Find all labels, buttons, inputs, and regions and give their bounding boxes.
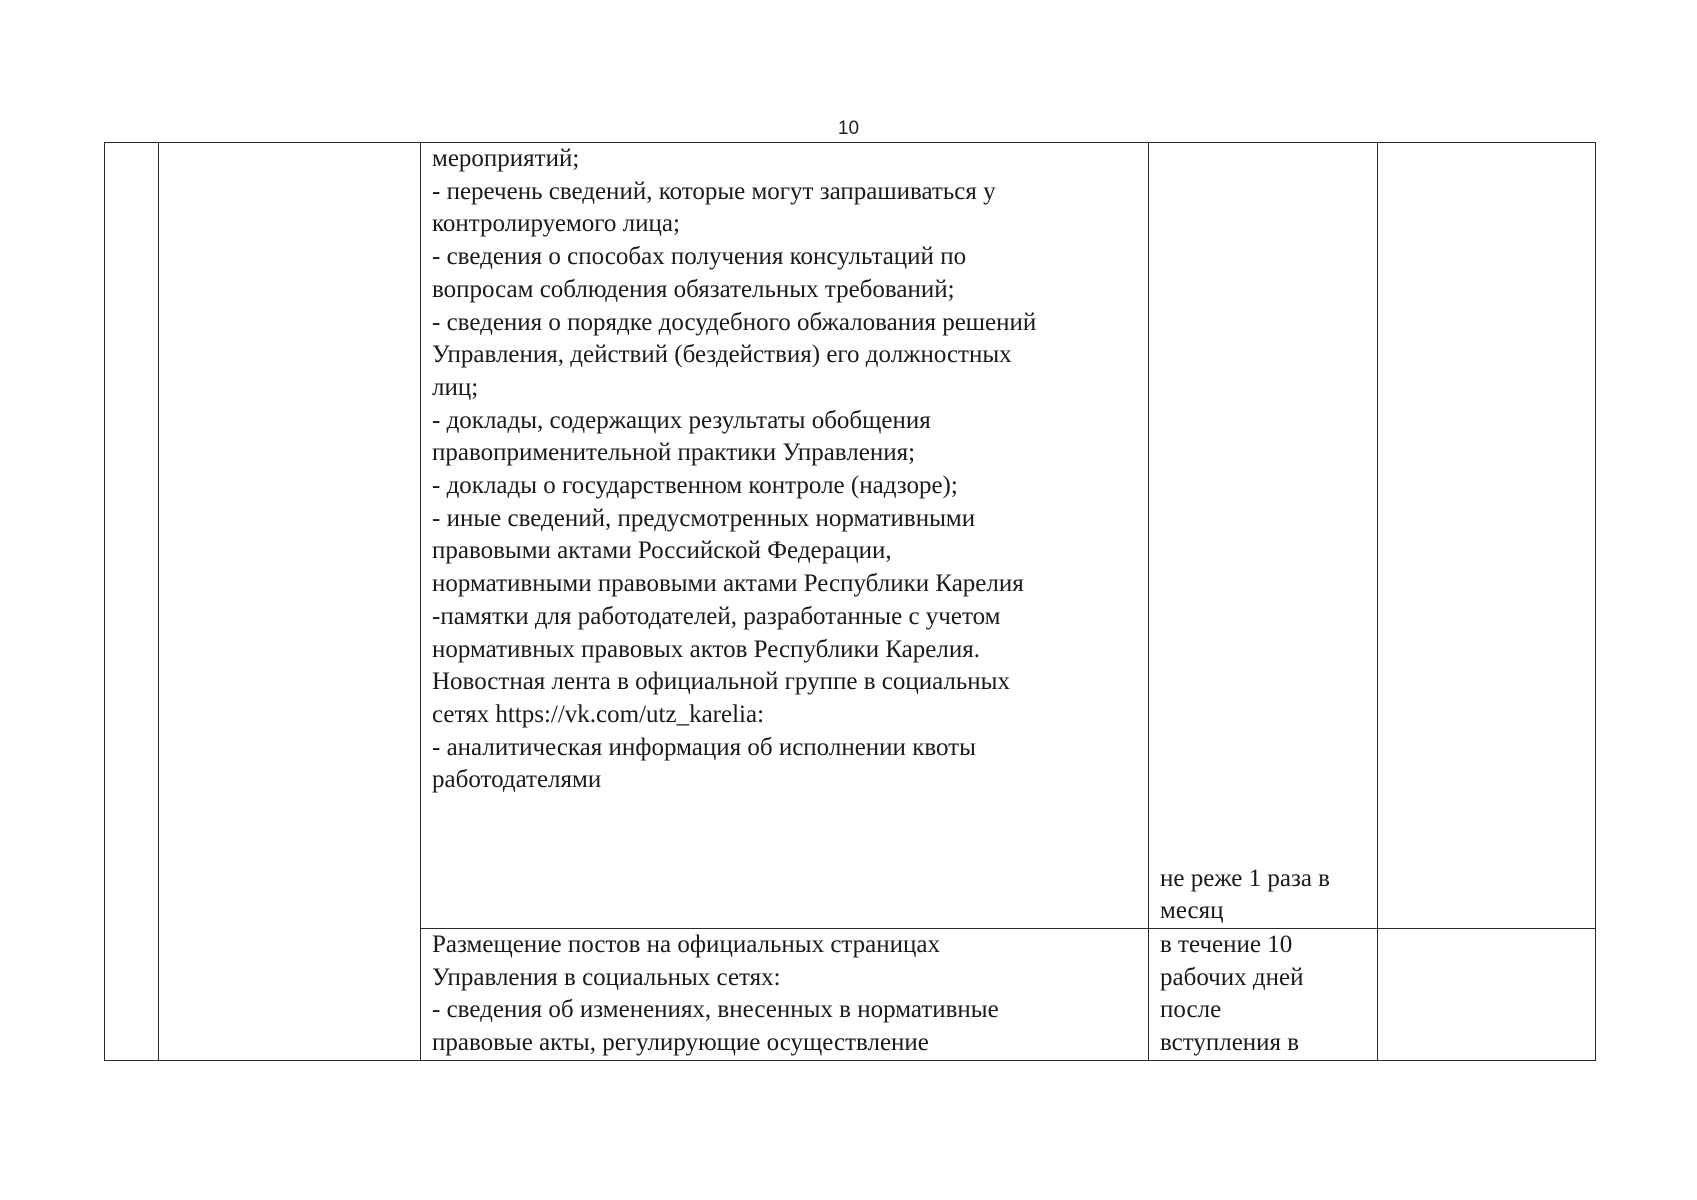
page-number: 10 (837, 118, 860, 139)
measures-table (104, 142, 1596, 1061)
note-cell (1378, 929, 1596, 1061)
content-cell (421, 143, 1149, 929)
content-cell (421, 929, 1149, 1061)
frequency-cell (1149, 929, 1378, 1061)
frequency-text: не реже 1 раза в месяц (1160, 864, 1330, 925)
content-text: Размещение постов на официальных страницах Управления в социальных сетях: - сведения об изменениях, внесенных в нормативные правовые акты, регулирующие осуществление (432, 931, 999, 1057)
content-text: мероприятий; - перечень сведений, которые могут запрашиваться у контролируемого лица; - сведения о способах получения консультаций по вопросам соблюдения обязательных требований; - сведения о порядке досудебного обжалования решений Управления, действий (бездействия) его должностных лиц; - доклады, содержащих результаты обобщения правоприменительной практики Управления; - доклады о государственном контроле (надзоре); - иные сведений, предусмотренных нормативными правовыми актами Российской Федерации, нормативными правовыми актами Республики Карелия -памятки для работодателей, разработанные с учетом нормативных правовых актов Республики Карелия. Новостная лента в официальной группе в социальных сетях https://vk.com/utz_karelia: - аналитическая информация об исполнении квоты работодателями (432, 145, 1037, 794)
measure-name-cell (159, 143, 421, 1061)
table-row (105, 143, 1596, 929)
frequency-text: в течение 10 рабочих дней после вступления в (1160, 931, 1304, 1057)
number-cell (105, 143, 159, 1061)
note-cell (1378, 143, 1596, 929)
frequency-cell (1149, 143, 1378, 929)
